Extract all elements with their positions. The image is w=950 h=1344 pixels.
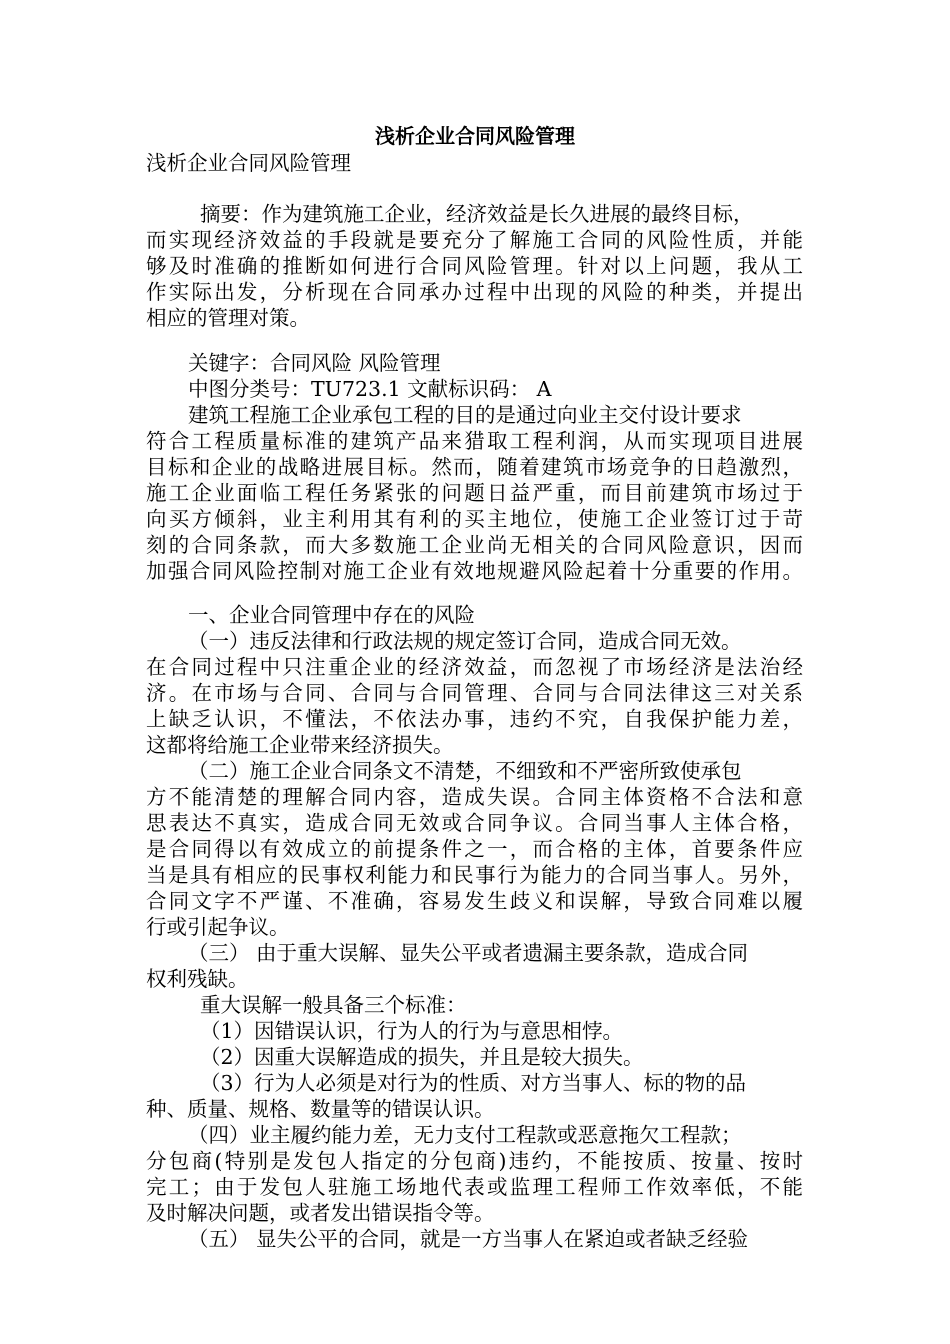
document-subtitle: 浅析企业合同风险管理 [146, 151, 351, 175]
body-line: 符合工程质量标准的建筑产品来猎取工程利润，从而实现项目进展 [146, 429, 803, 453]
body-line: 种、质量、规格、数量等的错误认识。 [146, 1097, 495, 1121]
abstract-line: 相应的管理对策。 [146, 306, 310, 330]
abstract-line: 摘要：作为建筑施工企业，经济效益是长久进展的最终目标， [200, 202, 754, 226]
body-line: 在合同过程中只注重企业的经济效益，而忽视了市场经济是法治经 [146, 655, 803, 679]
body-line: （三） 由于重大误解、显失公平或者遗漏主要条款，造成合同 [188, 941, 749, 965]
body-line: 重大误解一般具备三个标准： [200, 993, 467, 1017]
list-item: （1）因错误认识，行为人的行为与意思相悖。 [200, 1019, 624, 1043]
classification-line: 中图分类号：TU723.1 文献标识码： A [188, 377, 552, 401]
body-line: 济。在市场与合同、合同与合同管理、合同与合同法律这三对关系 [146, 681, 803, 705]
body-line: 施工企业面临工程任务紧张的问题日益严重，而目前建筑市场过于 [146, 481, 803, 505]
body-line: 分包商(特别是发包人指定的分包商)违约，不能按质、按量、按时 [146, 1149, 803, 1173]
body-line: 行或引起争议。 [146, 915, 290, 939]
body-line: 目标和企业的战略进展目标。然而，随着建筑市场竞争的日趋激烈， [146, 455, 803, 479]
body-line: 及时解决问题，或者发出错误指令等。 [146, 1201, 495, 1225]
body-line: （四）业主履约能力差，无力支付工程款或恶意拖欠工程款； [188, 1123, 742, 1147]
abstract-line: 作实际出发，分析现在合同承办过程中出现的风险的种类，并提出 [146, 280, 803, 304]
body-line: 这都将给施工企业带来经济损失。 [146, 733, 454, 757]
abstract-line: 够及时准确的推断如何进行合同风险管理。针对以上问题，我从工 [146, 254, 803, 278]
keywords-line: 关键字：合同风险 风险管理 [188, 351, 441, 375]
body-line: 刻的合同条款，而大多数施工企业尚无相关的合同风险意识，因而 [146, 533, 803, 557]
body-line: 当是具有相应的民事权利能力和民事行为能力的合同当事人。另外， [146, 863, 803, 887]
body-line: （二）施工企业合同条文不清楚，不细致和不严密所致使承包 [188, 759, 742, 783]
section-heading: 一、企业合同管理中存在的风险 [188, 603, 475, 627]
body-line: 合同文字不严谨、不准确，容易发生歧义和误解，导致合同难以履 [146, 889, 803, 913]
body-line: 权利残缺。 [146, 967, 249, 991]
body-line: 上缺乏认识，不懂法，不依法办事，违约不究，自我保护能力差， [146, 707, 803, 731]
body-line: 完工；由于发包人驻施工场地代表或监理工程师工作效率低，不能 [146, 1175, 803, 1199]
body-line: （一）违反法律和行政法规的规定签订合同，造成合同无效。 [188, 629, 742, 653]
body-line: 向买方倾斜，业主利用其有利的买主地位，使施工企业签订过于苛 [146, 507, 803, 531]
body-line: 建筑工程施工企业承包工程的目的是通过向业主交付设计要求 [188, 403, 742, 427]
document-title: 浅析企业合同风险管理 [375, 124, 575, 148]
body-line: （五） 显失公平的合同，就是一方当事人在紧迫或者缺乏经验 [188, 1227, 749, 1251]
body-line: 思表达不真实，造成合同无效或合同争议。合同当事人主体合格， [146, 811, 803, 835]
body-line: 加强合同风险控制对施工企业有效地规避风险起着十分重要的作用。 [146, 559, 803, 583]
list-item: （2）因重大误解造成的损失，并且是较大损失。 [200, 1045, 644, 1069]
list-item: （3）行为人必须是对行为的性质、对方当事人、标的物的品 [200, 1071, 747, 1095]
abstract-line: 而实现经济效益的手段就是要充分了解施工合同的风险性质，并能 [146, 228, 803, 252]
body-line: 是合同得以有效成立的前提条件之一，而合格的主体，首要条件应 [146, 837, 803, 861]
body-line: 方不能清楚的理解合同内容，造成失误。合同主体资格不合法和意 [146, 785, 803, 809]
